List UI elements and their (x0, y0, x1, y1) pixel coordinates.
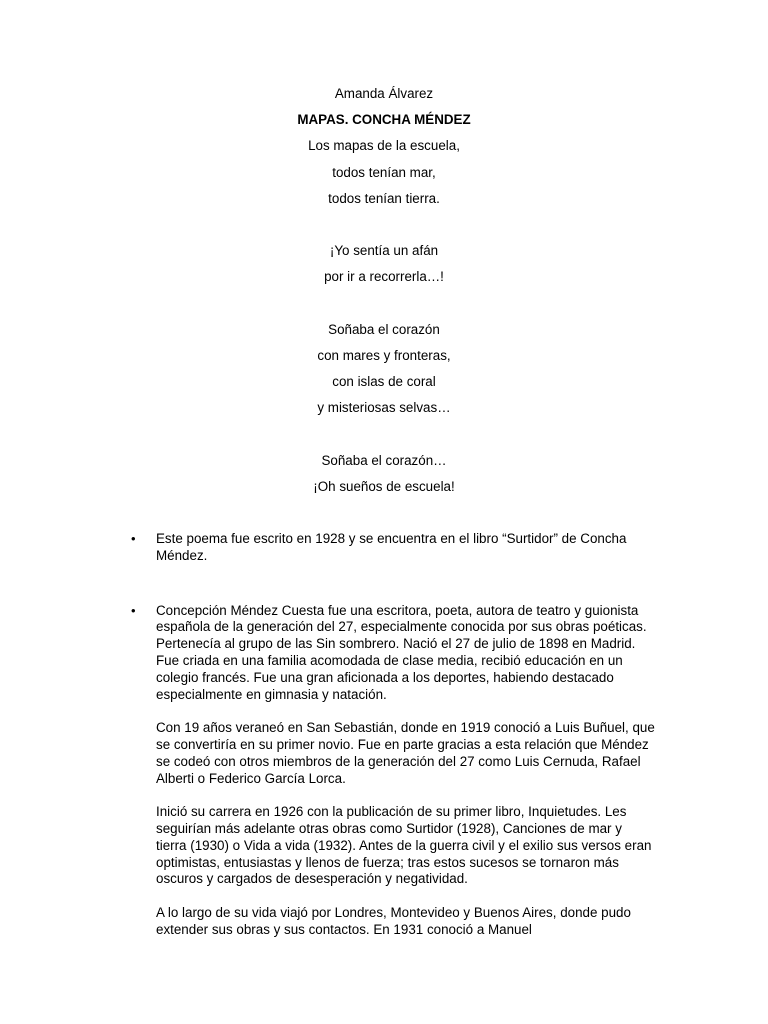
poem-line: con mares y fronteras, (317, 347, 451, 363)
note-paragraph: Este poema fue escrito en 1928 y se encuentra en el libro “Surtidor” de Concha Méndez. (156, 531, 627, 563)
poem-title: MAPAS. CONCHA MÉNDEZ (297, 112, 471, 128)
note-paragraph: A lo largo de su vida viajó por Londres, Montevideo y Buenos Aires, donde pudo extender sus obras y sus contactos. En 1931 conoció a Manuel (156, 904, 631, 937)
notes-list (0, 531, 768, 939)
list-item (0, 531, 656, 565)
bullet-icon: • (131, 531, 136, 546)
poem-line: Soñaba el corazón… (321, 452, 447, 468)
poem-line: por ir a recorrerla…! (324, 269, 444, 285)
poem-line: todos tenían tierra. (328, 190, 440, 206)
list-item (0, 603, 656, 939)
list-gap (0, 565, 768, 603)
poem-line: con islas de coral (332, 374, 436, 390)
author-name: Amanda Álvarez (334, 86, 434, 101)
note-paragraph: Concepción Méndez Cuesta fue una escritora, poeta, autora de teatro y guionista española de la generación del 27, especialmente conocida por sus obras poéticas. Pertenecía al grupo de las Sin sombrero. Nació el 27 de julio de 1898 en Madrid. Fue criada en una familia acomodada de clase media, recibió educación en un colegio francés. Fue una gran aficionada a los deportes, habiendo destacado especialmente en gimnasia y natación. (156, 602, 647, 702)
stanza-gap (184, 424, 584, 450)
poem-block (184, 84, 584, 503)
bullet-icon: • (131, 602, 136, 618)
stanza-gap (184, 294, 584, 320)
poem-line: todos tenían mar, (332, 164, 436, 180)
poem-line: y misteriosas selvas… (317, 400, 451, 416)
poem-line: ¡Yo sentía un afán (329, 243, 439, 259)
note-paragraph: Con 19 años veraneó en San Sebastián, donde en 1919 conoció a Luis Buñuel, que se convertiría en su primer novio. Fue en parte gracias a esta relación que Méndez se codeó con otros miembros de la generación del 27 como Luis Cernuda, Rafael Alberti o Federico García Lorca. (156, 720, 655, 786)
poem-line: Los mapas de la escuela, (308, 138, 460, 154)
poem-line: Soñaba el corazón (328, 321, 440, 337)
note-paragraph: Inició su carrera en 1926 con la publicación de su primer libro, Inquietudes. Les seguirían más adelante otras obras como Surtidor (1928), Canciones de mar y tierra (1930) o Vida a vida (1932). Antes de la guerra civil y el exilio sus versos eran optimistas, entusiastas y llenos de fuerza; tras estos sucesos se tornaron más oscuros y cargados de desesperación y negatividad. (156, 804, 652, 887)
poem-line: ¡Oh sueños de escuela! (313, 478, 455, 494)
stanza-gap (184, 215, 584, 241)
